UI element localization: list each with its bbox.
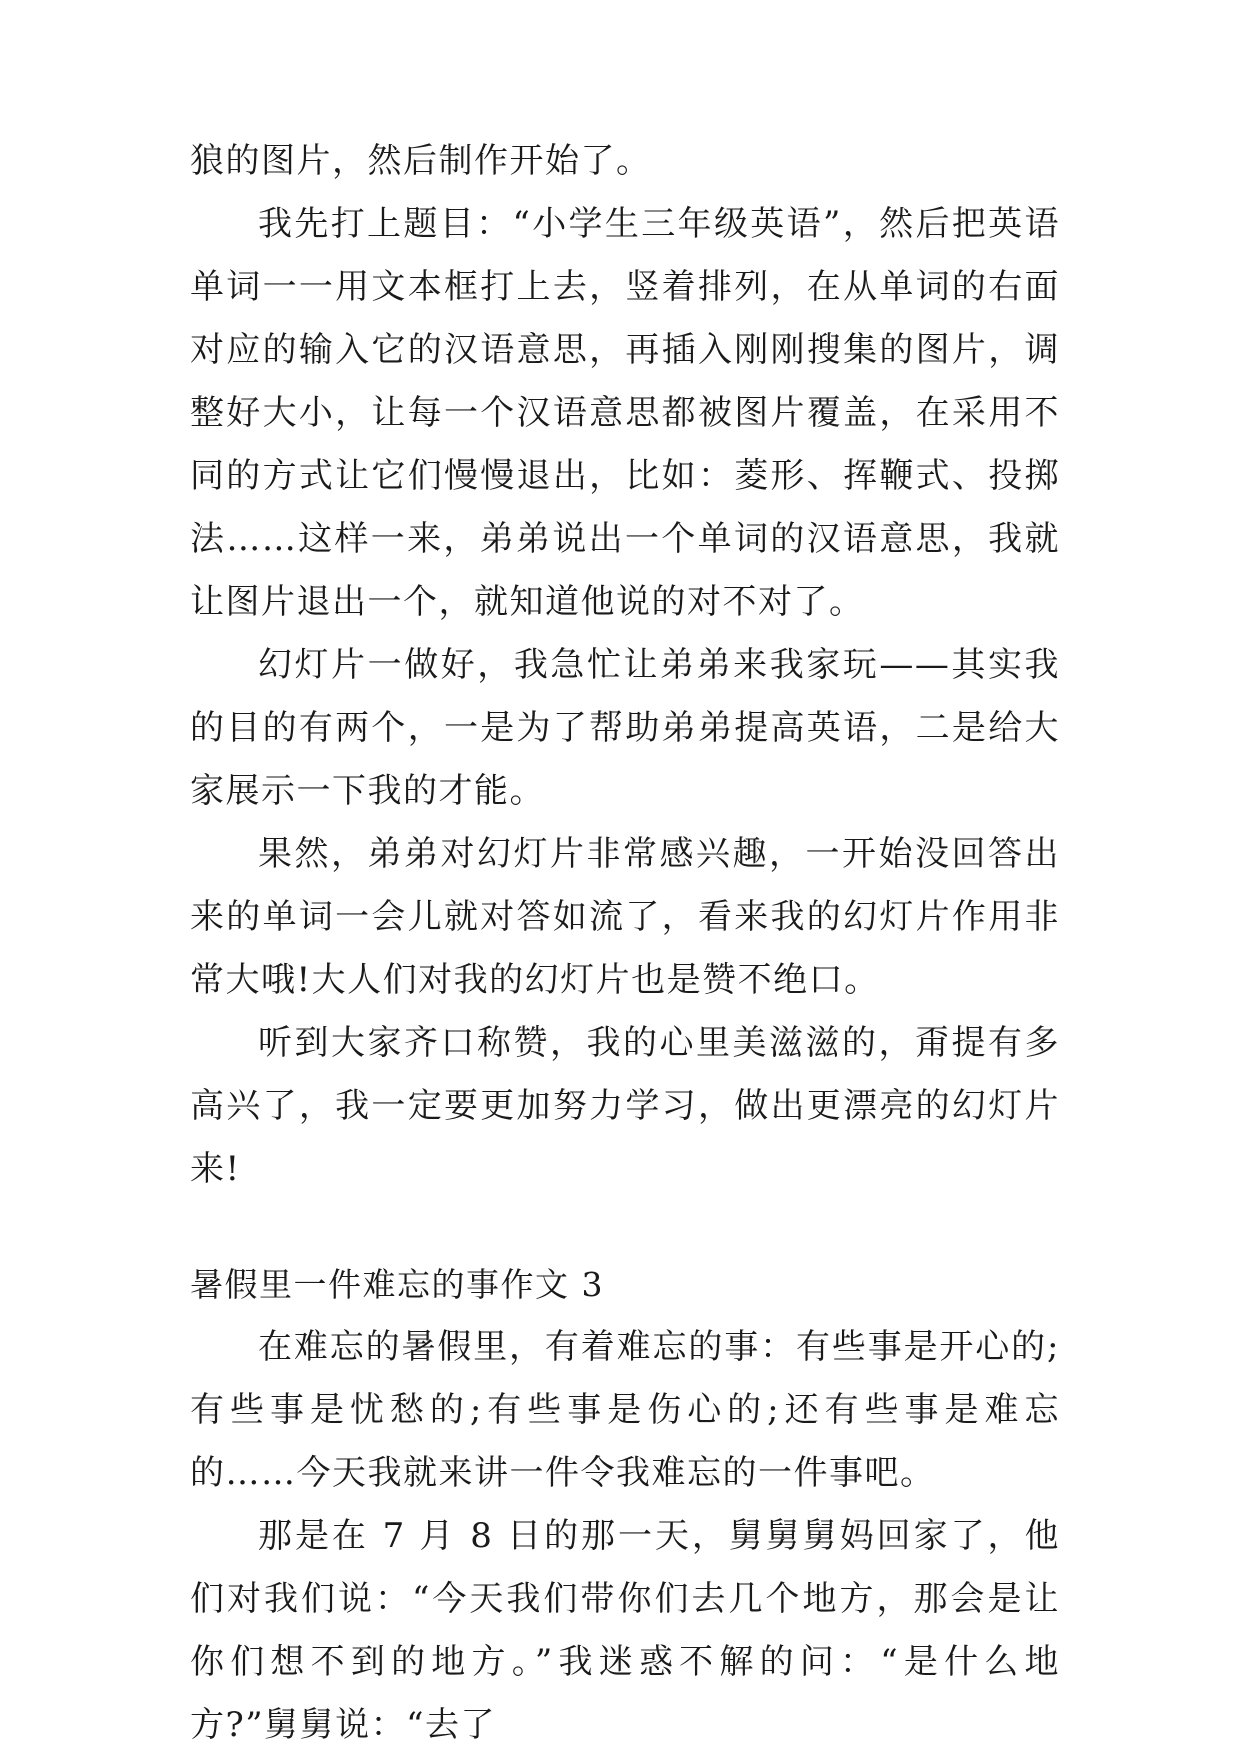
- paragraph-3: 幻灯片一做好，我急忙让弟弟来我家玩——其实我的目的有两个，一是为了帮助弟弟提高英语，二是给大家展示一下我的才能。: [190, 645, 1060, 811]
- paragraph-4: 果然，弟弟对幻灯片非常感兴趣，一开始没回答出来的单词一会儿就对答如流了，看来我的幻灯片作用非常大哦!大人们对我的幻灯片也是赞不绝口。: [190, 834, 1060, 1000]
- paragraph-6: 在难忘的暑假里，有着难忘的事：有些事是开心的;有些事是忧愁的;有些事是伤心的;还有些事是难忘的……今天我就来讲一件令我难忘的一件事吧。: [190, 1327, 1060, 1493]
- section-title: 暑假里一件难忘的事作文 3: [190, 1265, 604, 1304]
- paragraph-5: 听到大家齐口称赞，我的心里美滋滋的，甭提有多高兴了，我一定要更加努力学习，做出更漂亮的幻灯片来!: [190, 1023, 1060, 1189]
- paragraph-1: 狼的图片，然后制作开始了。: [190, 141, 652, 181]
- paragraph-7: 那是在 7 月 8 日的那一天，舅舅舅妈回家了，他们对我们说：“今天我们带你们去几个地方，那会是让你们想不到的地方。”我迷惑不解的问：“是什么地方?”舅舅说：“去了: [190, 1516, 1060, 1745]
- document-page: [190, 130, 1060, 1757]
- paragraph-2: 我先打上题目：“小学生三年级英语”，然后把英语单词一一用文本框打上去，竖着排列，在从单词的右面对应的输入它的汉语意思，再插入刚刚搜集的图片，调整好大小，让每一个汉语意思都被图片覆盖，在采用不同的方式让它们慢慢退出，比如：菱形、挥鞭式、投掷法……这样一来，弟弟说出一个单词的汉语意思，我就让图片退出一个，就知道他说的对不对了。: [190, 204, 1060, 622]
